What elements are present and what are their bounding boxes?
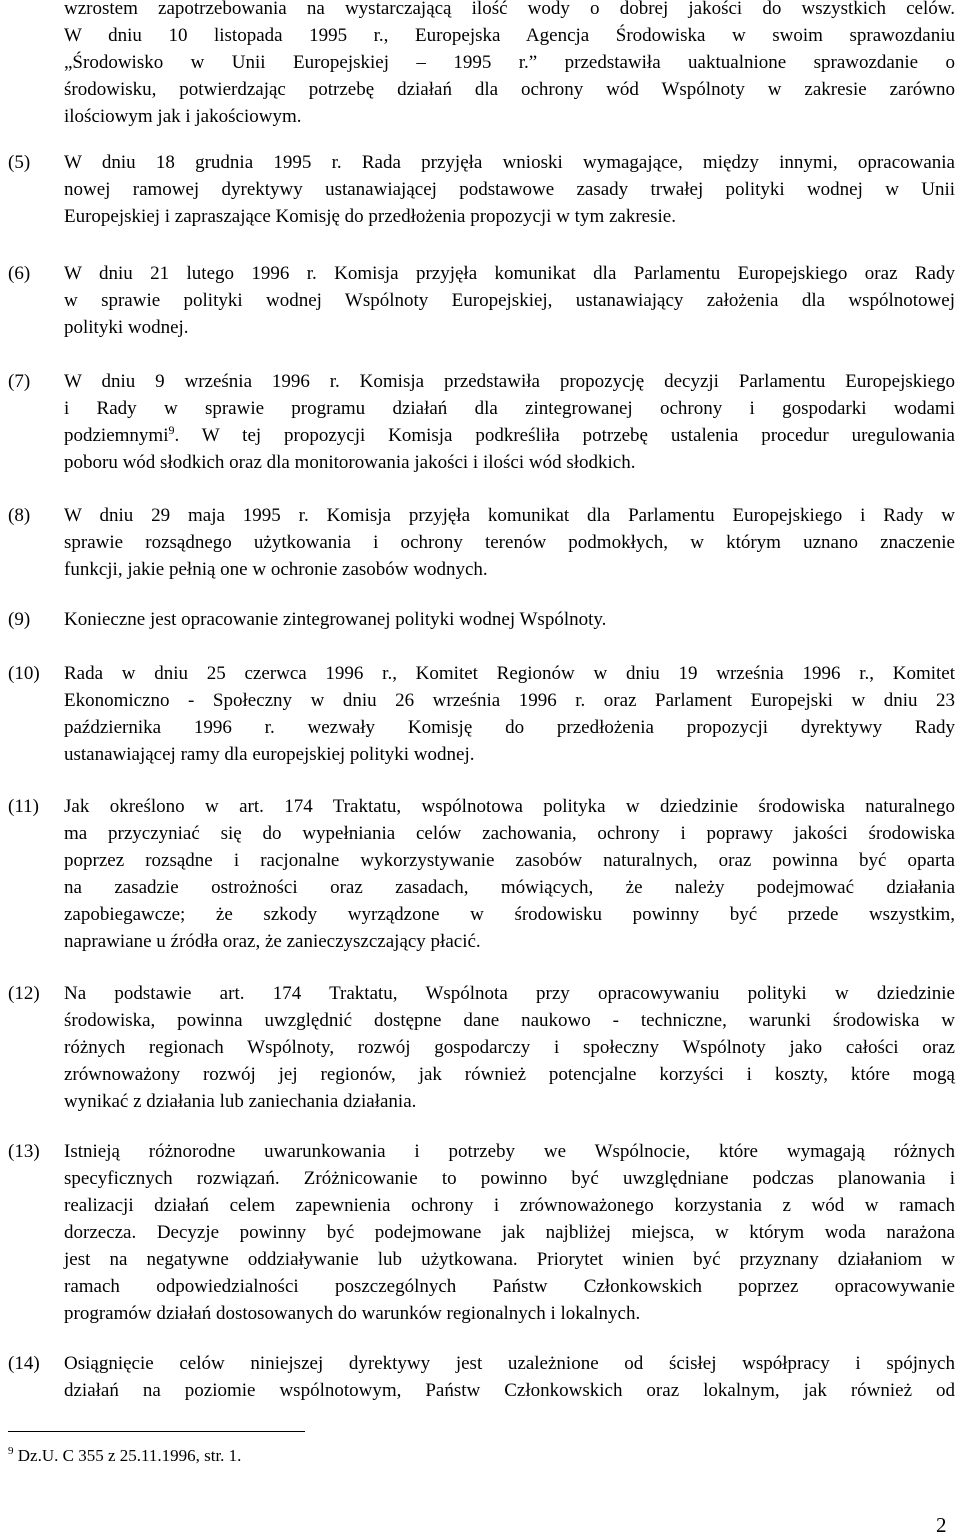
footnote-marker: 9: [8, 1445, 14, 1457]
text-line: zapobiegawcze; że szkody wyrządzone w środowisku powinny być przede wszystkim,: [64, 904, 955, 925]
text-line: Konieczne jest opracowanie zintegrowanej polityki wodnej Wspólnoty.: [64, 609, 607, 630]
text-line: [64, 423, 955, 449]
text-line: środowisku, potwierdzając potrzebę działań dla ochrony wód Wspólnoty w zakresie zarówno: [64, 79, 955, 100]
text-line: W dniu 29 maja 1995 r. Komisja przyjęła komunikat dla Parlamentu Europejskiego i Rady w: [64, 505, 955, 526]
recital-number: (6): [8, 263, 31, 284]
text-line: realizacji działań celem zapewnienia ochrony i zrównoważonego korzystania z wód w ramach: [64, 1195, 955, 1216]
recital-number: (7): [8, 371, 31, 392]
text-line: i Rady w sprawie programu działań dla zintegrowanej ochrony i gospodarki wodami: [64, 398, 955, 419]
text-line: różnych regionach Wspólnoty, rozwój gospodarczy i społeczny Wspólnoty jako całości oraz: [64, 1037, 955, 1058]
text-line: października 1996 r. wezwały Komisję do przedłożenia propozycji dyrektywy Rady: [64, 717, 955, 738]
text-line: nowej ramowej dyrektywy ustanawiającej podstawowe zasady trwałej polityki wodnej w Unii: [64, 179, 955, 200]
recital-number: (9): [8, 609, 31, 630]
text-line: na zasadzie ostrożności oraz zasadach, mówiących, że należy podejmować działania: [64, 877, 955, 898]
footnote-text: Dz.U. C 355 z 25.11.1996, str. 1.: [13, 1446, 242, 1465]
text-line: ma przyczyniać się do wypełniania celów zachowania, ochrony i poprawy jakości środowiska: [64, 823, 955, 844]
text-line: w sprawie polityki wodnej Wspólnoty Europejskiej, ustanawiający założenia dla wspólnotowej: [64, 290, 955, 311]
recital-number: (13): [8, 1141, 40, 1162]
recital-number: (11): [8, 796, 39, 817]
text-line: Jak określono w art. 174 Traktatu, wspólnotowa polityka w dziedzinie środowiska naturalnego: [64, 796, 955, 817]
recital-number: (14): [8, 1353, 40, 1374]
text-line: W dniu 18 grudnia 1995 r. Rada przyjęła wnioski wymagające, między innymi, opracowania: [64, 152, 955, 173]
text-line: wynikać z działania lub zaniechania działania.: [64, 1091, 417, 1112]
text-line: W dniu 10 listopada 1995 r., Europejska Agencja Środowiska w swoim sprawozdaniu: [64, 25, 955, 46]
text-line: Istnieją różnorodne uwarunkowania i potrzeby we Wspólnocie, które wymagają różnych: [64, 1141, 955, 1162]
footnote: [8, 1444, 241, 1468]
text-line: środowiska, powinna uwzględnić dostępne dane naukowo - techniczne, warunki środowiska w: [64, 1010, 955, 1031]
text-line: poprzez rozsądne i racjonalne wykorzystywanie zasobów naturalnych, oraz powinna być oparta: [64, 850, 955, 871]
text-line: funkcji, jakie pełnią one w ochronie zasobów wodnych.: [64, 559, 488, 580]
recital-number: (10): [8, 663, 40, 684]
text-line: ilościowym jak i jakościowym.: [64, 106, 302, 127]
page-number: 2: [936, 1513, 947, 1537]
recital-number: (12): [8, 983, 40, 1004]
text-line: W dniu 21 lutego 1996 r. Komisja przyjęła komunikat dla Parlamentu Europejskiego oraz Rady: [64, 263, 955, 284]
text-line: jest na negatywne oddziaływanie lub użytkowana. Priorytet winien być przyznany działaniom w: [64, 1249, 955, 1270]
text-line: wzrostem zapotrzebowania na wystarczającą ilość wody o dobrej jakości do wszystkich celów.: [64, 0, 955, 19]
text-line: „Środowisko w Unii Europejskiej – 1995 r.” przedstawiła uaktualnione sprawozdanie o: [64, 52, 955, 73]
text-line: polityki wodnej.: [64, 317, 189, 338]
text-line: Europejskiej i zapraszające Komisję do przedłożenia propozycji w tym zakresie.: [64, 206, 676, 227]
text-line: sprawie rozsądnego użytkowania i ochrony terenów podmokłych, w którym uznano znaczenie: [64, 532, 955, 553]
text-segment: W tej propozycji Komisja podkreśliła potrzebę ustalenia procedur uregulowania: [201, 425, 955, 446]
footnote-reference[interactable]: 9: [168, 423, 175, 437]
recital-number: (8): [8, 505, 31, 526]
text-line: zrównoważony rozwój jej regionów, jak również potencjalne korzyści i koszty, które mogą: [64, 1064, 955, 1085]
text-line: Ekonomiczno - Społeczny w dniu 26 września 1996 r. oraz Parlament Europejski w dniu 23: [64, 690, 955, 711]
text-line: działań na poziomie wspólnotowym, Państw Członkowskich oraz lokalnym, jak również od: [64, 1380, 955, 1401]
text-line: ustanawiającej ramy dla europejskiej polityki wodnej.: [64, 744, 475, 765]
recital-number: (5): [8, 152, 31, 173]
text-line: dorzecza. Decyzje powinny być podejmowane jak najbliżej miejsca, w którym woda narażona: [64, 1222, 955, 1243]
text-line: Osiągnięcie celów niniejszej dyrektywy jest uzależnione od ścisłej współpracy i spójnych: [64, 1353, 955, 1374]
text-line: naprawiane u źródła oraz, że zanieczyszczający płacić.: [64, 931, 481, 952]
text-line: Na podstawie art. 174 Traktatu, Wspólnota przy opracowywaniu polityki w dziedzinie: [64, 983, 955, 1004]
text-line: poboru wód słodkich oraz dla monitorowania jakości i ilości wód słodkich.: [64, 452, 636, 473]
text-segment: podziemnymi: [64, 425, 169, 446]
text-line: ramach odpowiedzialności poszczególnych Państw Członkowskich poprzez opracowywanie: [64, 1276, 955, 1297]
text-line: Rada w dniu 25 czerwca 1996 r., Komitet Regionów w dniu 19 września 1996 r., Komitet: [64, 663, 955, 684]
text-line: W dniu 9 września 1996 r. Komisja przedstawiła propozycję decyzji Parlamentu Europejskiego: [64, 371, 955, 392]
footnote-separator: [8, 1431, 305, 1432]
text-line: specyficznych rozwiązań. Zróżnicowanie to powinno być uwzględniane podczas planowania i: [64, 1168, 955, 1189]
text-line: programów działań dostosowanych do warunków regionalnych i lokalnych.: [64, 1303, 641, 1324]
text-segment: .: [174, 425, 202, 446]
